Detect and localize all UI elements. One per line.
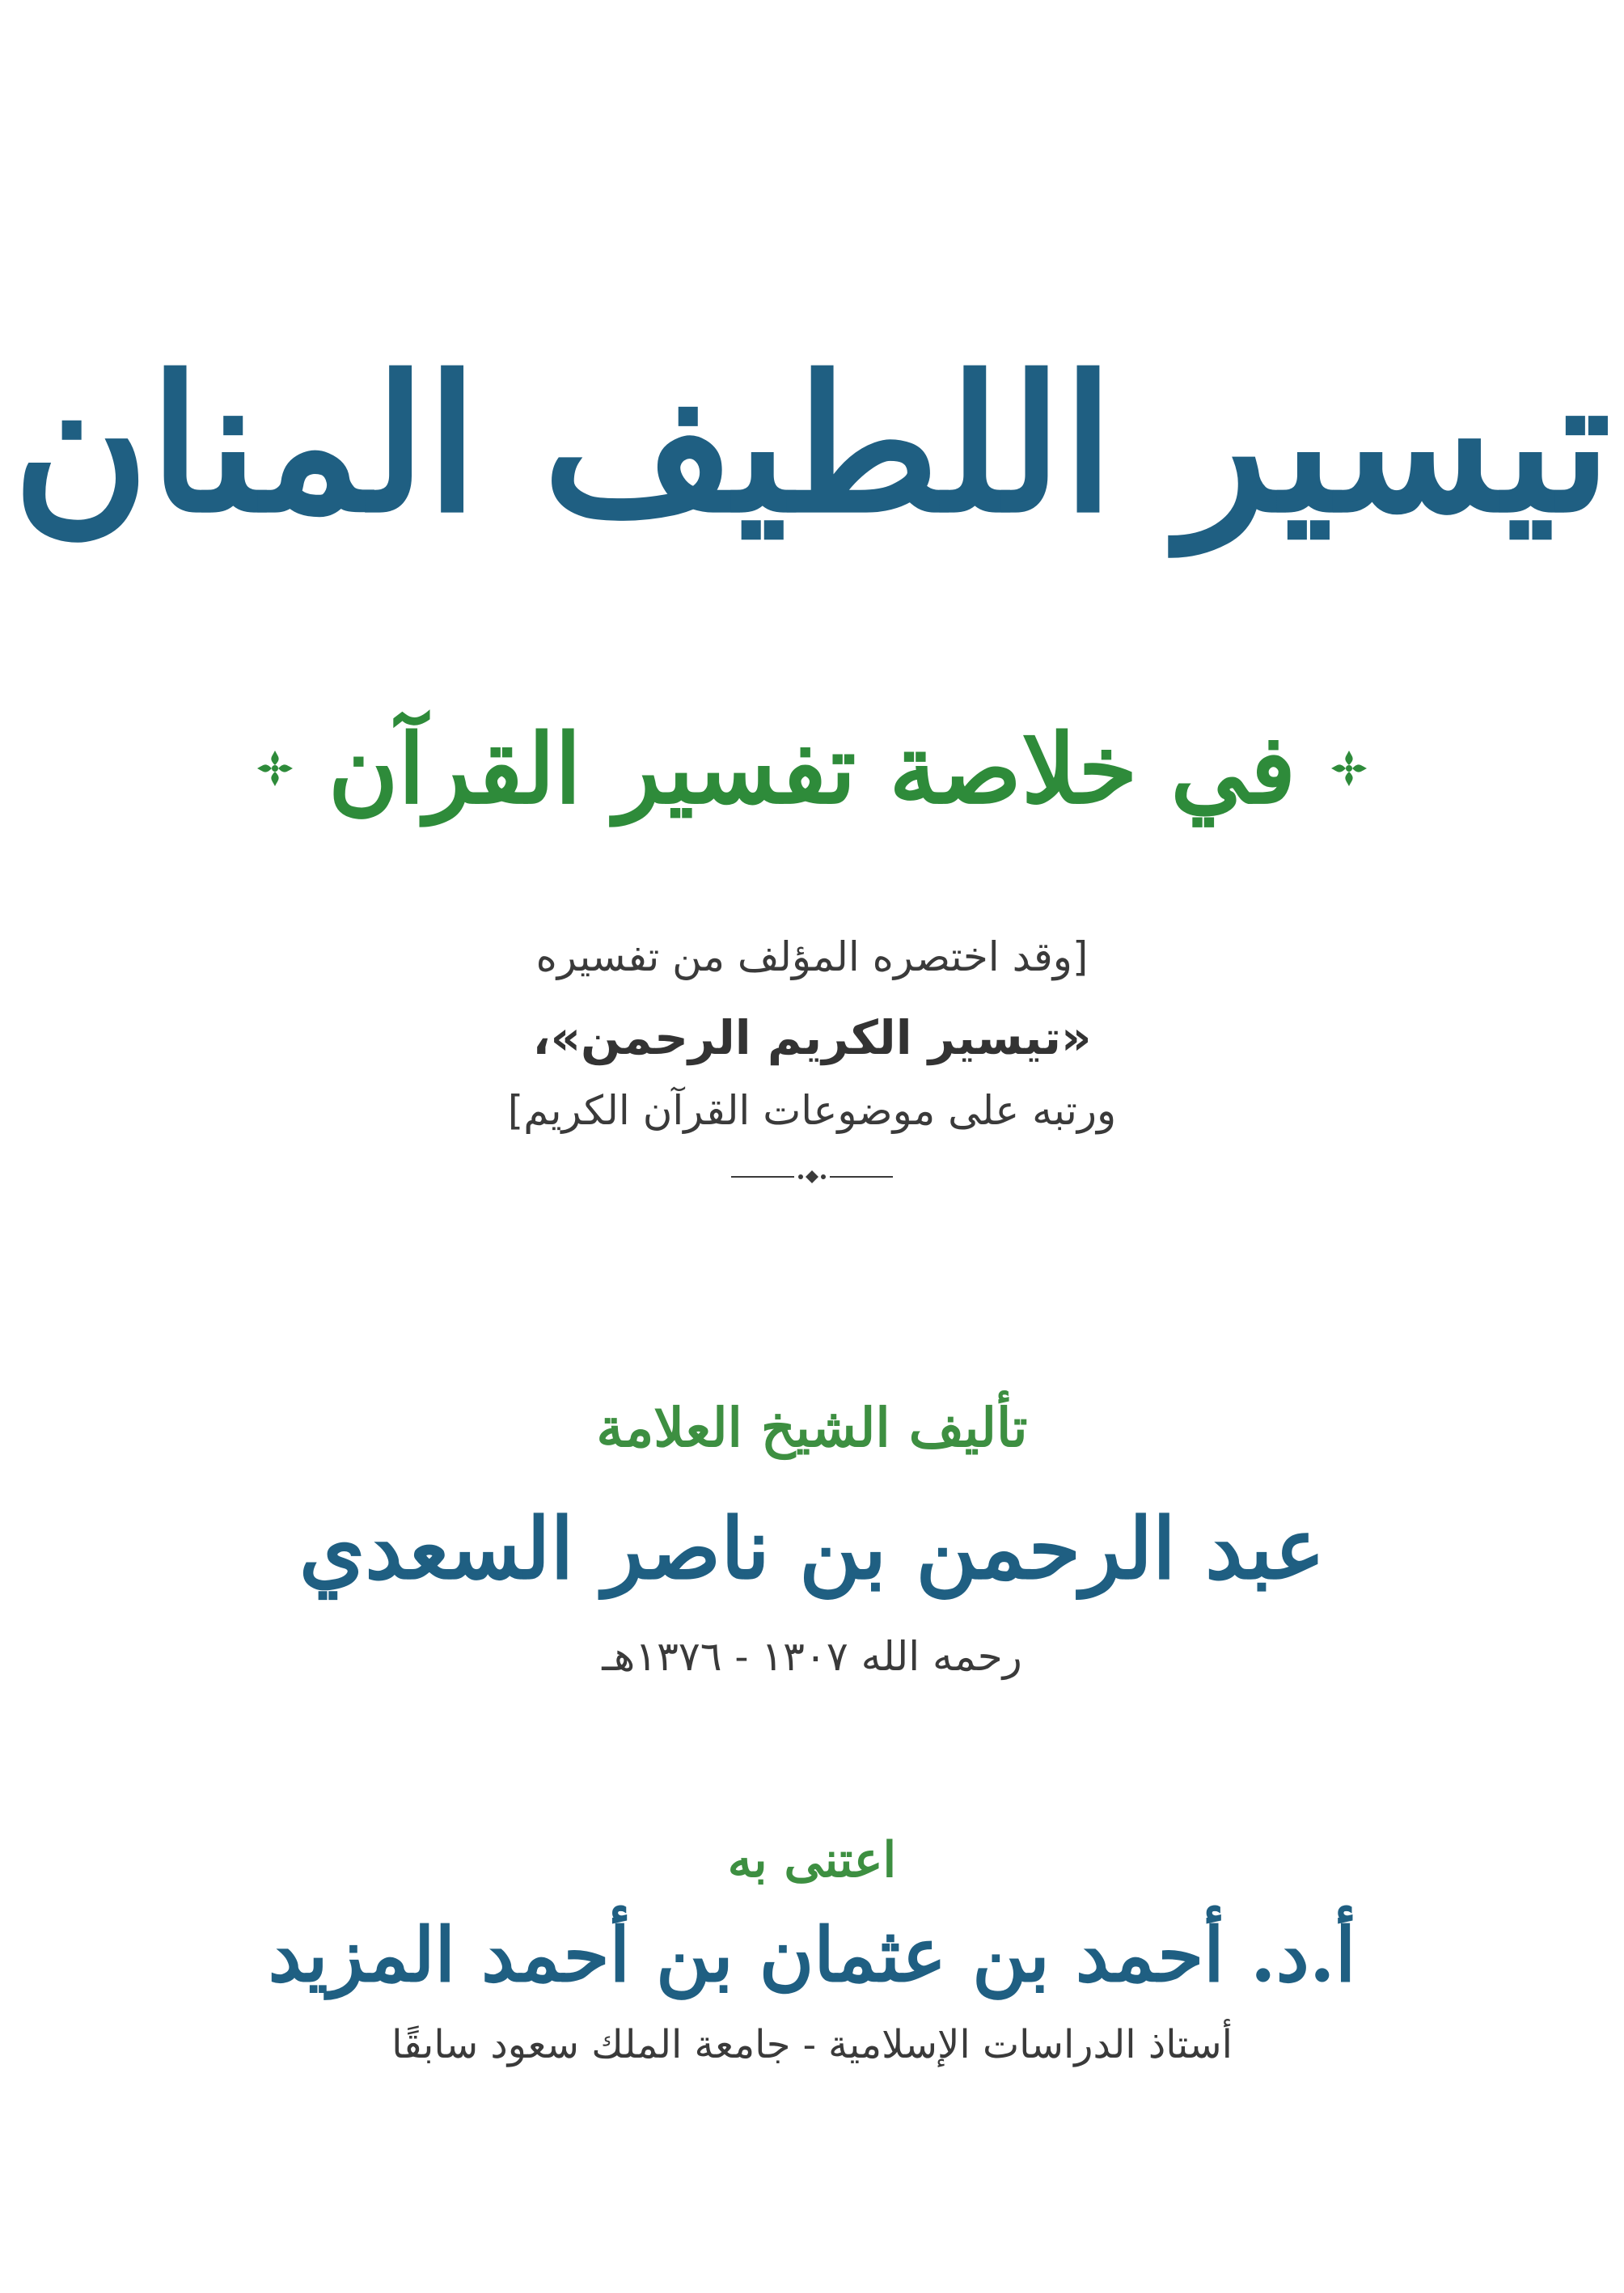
note-line-3: ورتبه على موضوعات القرآن الكريم]	[507, 1087, 1117, 1134]
fleuron-icon	[254, 747, 296, 789]
author-dates: رحمه الله ١٣٠٧ - ١٣٧٦هـ	[602, 1633, 1022, 1680]
editor-label: اعتنى به	[727, 1832, 897, 1889]
book-subtitle: في خلاصة تفسير القرآن	[328, 712, 1296, 825]
editor-affiliation: أستاذ الدراسات الإسلامية - جامعة الملك سعود سابقًا	[391, 2022, 1233, 2067]
book-title: تيسير اللطيف المنان	[12, 336, 1612, 554]
note-line-2: «تيسير الكريم الرحمن»،	[532, 1010, 1092, 1065]
author-label: تأليف الشيخ العلامة	[596, 1396, 1028, 1459]
subtitle-row	[0, 704, 1624, 833]
note-line-1: [وقد اختصره المؤلف من تفسيره	[535, 933, 1089, 980]
diamond-divider-icon	[731, 1165, 893, 1189]
fleuron-icon	[1328, 747, 1370, 789]
editor-name: أ.د. أحمد بن عثمان بن أحمد المزيد	[268, 1911, 1356, 1999]
author-name: عبد الرحمن بن ناصر السعدي	[298, 1499, 1326, 1598]
